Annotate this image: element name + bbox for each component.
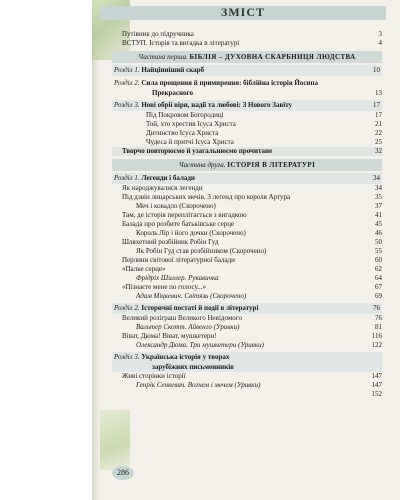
- section-label: Розділ 2.: [114, 304, 140, 312]
- page-title: ЗМІСТ: [221, 5, 265, 19]
- part-name: БІБЛІЯ – ДУХОВНА СКАРБНИЦЯ ЛЮДСТВА: [189, 53, 356, 61]
- section-name: Легенди і балади: [141, 174, 195, 182]
- toc-entry-text: Там, де історія переплітається з вигадкою: [122, 211, 247, 219]
- toc-entry[interactable]: [112, 238, 382, 247]
- toc-entry[interactable]: [112, 274, 382, 283]
- toc-entry-page: 55: [375, 247, 382, 255]
- toc-entry[interactable]: [112, 229, 382, 238]
- toc-entry[interactable]: [112, 265, 382, 274]
- section-heading[interactable]: [112, 100, 382, 111]
- toc-entry-page: 17: [375, 111, 382, 119]
- toc-entry[interactable]: [112, 381, 382, 390]
- section-heading-continued[interactable]: [112, 89, 382, 98]
- toc-entry-text: Король Лір і його дочки (Скорочено): [136, 229, 246, 237]
- toc-entry-text: Великий розіграш Великого Невідомого: [122, 314, 242, 322]
- section-name: Українська історія у творах: [141, 353, 230, 361]
- toc-entry-text: Фрідріх Шиллер. Рукавичка: [136, 274, 219, 282]
- toc-entry-page: 81: [375, 323, 382, 331]
- toc-entry-review[interactable]: [112, 147, 382, 156]
- toc-entry-text: Генрік Сенкевич. Вогнем і мечем (Уривки): [136, 381, 261, 389]
- section-page: 17: [373, 101, 380, 109]
- part-label: Частина друга.: [178, 161, 226, 169]
- toc-entry-text: «Палке серце»: [122, 265, 166, 273]
- toc-entry-text: «Пізнаєте мене по голосу...»: [122, 283, 207, 291]
- toc-entry[interactable]: [112, 372, 382, 381]
- toc-entry-page: 3: [378, 30, 382, 38]
- toc-entry[interactable]: [112, 323, 382, 332]
- toc-entry[interactable]: [112, 138, 382, 147]
- toc-entry-text: Вальтер Скотт. Айвенго (Уривки): [136, 323, 240, 331]
- toc-entry-page: 22: [375, 129, 382, 137]
- toc-entry-text: Адам Міцкевич. Світязь (Скорочено): [136, 292, 247, 300]
- section-page: 34: [373, 174, 380, 182]
- section-name: Історичні постаті й події в літературі: [141, 304, 259, 312]
- toc-entry-text: Під дзвін лицарських мечів. З легенд про короля Артура: [122, 193, 291, 201]
- toc-entry-text: Віват, Дюма! Віват, мушкетери!: [122, 332, 217, 340]
- toc-entry-page: 147: [371, 381, 382, 389]
- toc-entry-page: 69: [375, 292, 382, 300]
- toc-entry[interactable]: [112, 111, 382, 120]
- section-label: Розділ 3.: [114, 101, 140, 109]
- toc-entry-page: 122: [371, 341, 382, 349]
- toc-entry[interactable]: [112, 390, 382, 399]
- toc-entry[interactable]: [112, 184, 382, 193]
- toc-entry[interactable]: [112, 30, 382, 39]
- toc-entry[interactable]: [112, 292, 382, 301]
- toc-entry-text: Шляхетний розбійник Робін Гуд: [122, 238, 219, 246]
- toc-entry-text: Як народжувалися легенди: [122, 184, 203, 192]
- toc-entry[interactable]: [112, 202, 382, 211]
- toc-entry-page: 62: [375, 265, 382, 273]
- toc-entry-page: 34: [375, 184, 382, 192]
- decorative-ornament-bottom: [100, 410, 130, 470]
- toc-entry[interactable]: [112, 39, 382, 48]
- toc-entry-page: 76: [375, 314, 382, 322]
- section-name-continued: Прекрасного: [152, 89, 194, 97]
- toc-entry-text: Перлини світової літературної балади: [122, 256, 235, 264]
- toc-entry[interactable]: [112, 283, 382, 292]
- toc-entry-page: 64: [375, 274, 382, 282]
- toc-entry[interactable]: [112, 220, 382, 229]
- toc-entry-text: Путівник до підручника: [122, 30, 194, 38]
- toc-entry-page: 32: [375, 147, 382, 155]
- part-heading-1: [112, 51, 382, 63]
- section-label: Розділ 1.: [114, 66, 140, 74]
- toc-entry[interactable]: [112, 120, 382, 129]
- toc-entry-page: 152: [371, 390, 382, 398]
- toc-entry-page: 45: [375, 220, 382, 228]
- toc-entry-page: 147: [371, 372, 382, 380]
- toc-entry[interactable]: [112, 332, 382, 341]
- section-label: Розділ 2.: [114, 79, 140, 87]
- toc-entry[interactable]: [112, 314, 382, 323]
- toc-entry-page: 35: [375, 193, 382, 201]
- part-name: ІСТОРІЯ В ЛІТЕРАТУРІ: [227, 161, 316, 169]
- page-number: 286: [112, 466, 134, 480]
- toc-entry-page: 37: [375, 202, 382, 210]
- section-page: 10: [373, 66, 380, 74]
- toc-entry-text: Як Робін Гуд став розбійником (Скорочено): [136, 247, 267, 255]
- toc-entry-page: 25: [375, 138, 382, 146]
- toc-entry[interactable]: [112, 341, 382, 350]
- toc-entry[interactable]: [112, 247, 382, 256]
- section-label: Розділ 1.: [114, 174, 140, 182]
- toc-entry[interactable]: [112, 129, 382, 138]
- toc-entry-page: 21: [375, 120, 382, 128]
- section-name: Найцінніший скарб: [141, 66, 204, 74]
- section-heading[interactable]: [112, 352, 382, 363]
- toc-entry-page: 46: [375, 229, 382, 237]
- section-heading[interactable]: [112, 303, 382, 314]
- part-heading-2: [112, 159, 382, 171]
- toc-entry[interactable]: [112, 211, 382, 220]
- part-label: Частина перша.: [138, 53, 188, 61]
- toc-entry-text: Живі сторінки історії: [122, 372, 186, 380]
- section-page: 76: [373, 304, 380, 312]
- toc-entry-text: Дитинство Ісуса Христа: [146, 129, 219, 137]
- toc-entry-text: Чудеса й притчі Ісуса Христа: [146, 138, 234, 146]
- table-of-contents: [112, 30, 382, 399]
- toc-entry-text: Балада про розбите батьківське серце: [122, 220, 235, 228]
- toc-entry-text: Під Покровом Богородиці: [146, 111, 224, 119]
- section-heading[interactable]: [112, 173, 382, 184]
- section-heading[interactable]: [112, 65, 382, 76]
- section-name: Нові обрії віри, надії та любові: З Нового Завіту: [141, 101, 293, 109]
- toc-entry-page: 67: [375, 283, 382, 291]
- toc-entry-text: ВСТУП. Історія та вигадка в літературі: [122, 39, 240, 47]
- toc-entry[interactable]: [112, 256, 382, 265]
- toc-entry-page: 41: [375, 211, 382, 219]
- section-page: 13: [375, 89, 382, 97]
- book-spine: [92, 0, 100, 500]
- toc-entry-text: Той, хто хрестив Ісуса Христа: [146, 120, 236, 128]
- toc-entry-page: 4: [378, 39, 382, 47]
- section-name: Сила прощення й примирення: біблійна історія Йосипа: [141, 79, 318, 87]
- toc-entry-text: Олександр Дюма. Три мушкетери (Уривки): [136, 341, 264, 349]
- toc-entry-page: 60: [375, 256, 382, 264]
- toc-entry-text: Меч і ковадло (Скорочено): [136, 202, 216, 210]
- section-name-continued: зарубіжних письменників: [152, 363, 234, 371]
- toc-entry[interactable]: [112, 193, 382, 202]
- section-heading[interactable]: [112, 78, 382, 89]
- section-heading-continued[interactable]: [112, 363, 382, 372]
- section-label: Розділ 3.: [114, 353, 140, 361]
- toc-entry-page: 116: [371, 332, 382, 340]
- toc-entry-page: 50: [375, 238, 382, 246]
- toc-entry-text: Творчо повторюємо й узагальнюємо прочитане: [122, 147, 273, 155]
